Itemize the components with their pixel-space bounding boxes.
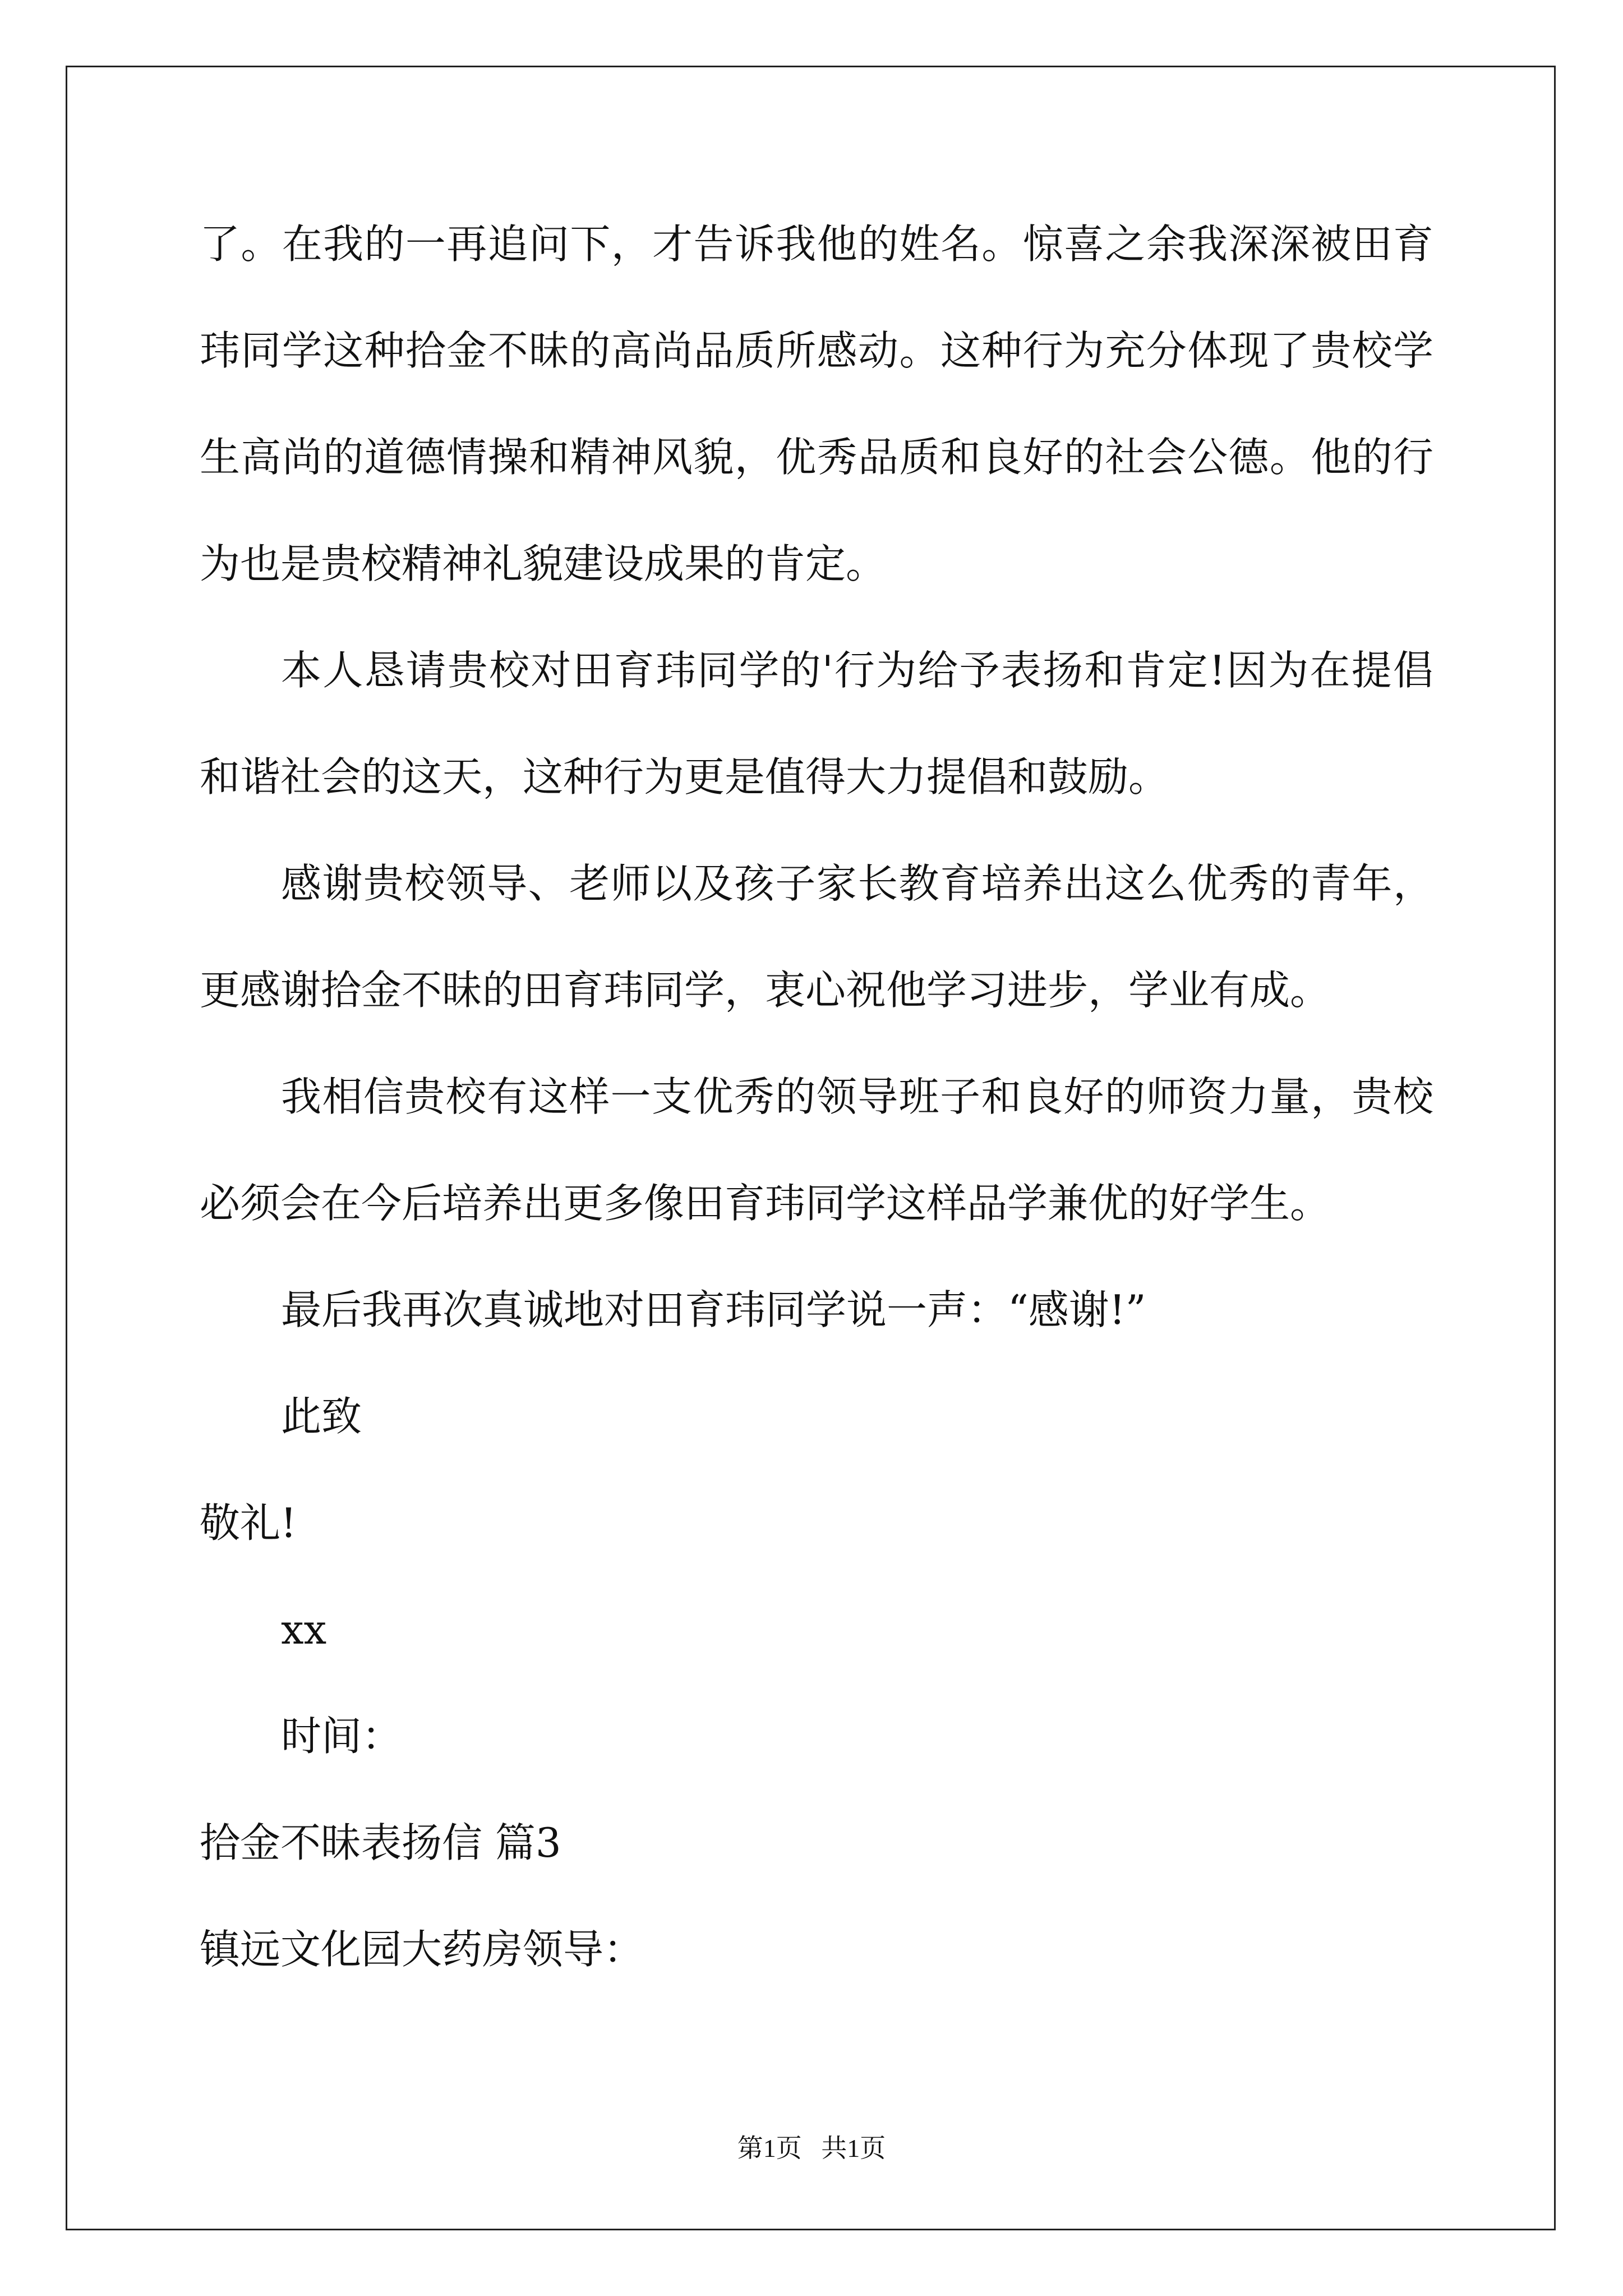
- paragraph-line: 感谢贵校领导、老师以及孩子家长教育培养出这么优秀的青年，: [281, 860, 1433, 907]
- closing-regards: 敬礼!: [200, 1499, 297, 1547]
- text-line: 了。在我的一再追问下，才告诉我他的姓名。惊喜之余我深深被田育: [200, 220, 1433, 268]
- page-number-footer: 第1页 共1页: [737, 2134, 886, 2162]
- signature-date: 时间：: [281, 1713, 403, 1760]
- text-line: 必须会在今后培养出更多像田育玮同学这样品学兼优的好学生。: [200, 1180, 1331, 1227]
- text-line: 生高尚的道德情操和精神风貌，优秀品质和良好的社会公德。他的行: [200, 434, 1433, 481]
- text-line: 玮同学这种拾金不昧的高尚品质所感动。这种行为充分体现了贵校学: [200, 327, 1433, 374]
- text-line: 和谐社会的这天，这种行为更是值得大力提倡和鼓励。: [200, 753, 1169, 800]
- document-body: [200, 210, 1433, 2022]
- paragraph-line: 我相信贵校有这样一支优秀的领导班子和良好的师资力量，贵校: [281, 1073, 1433, 1120]
- signature-name: xx: [281, 1606, 327, 1653]
- paragraph-line: 最后我再次真诚地对田育玮同学说一声：“感谢!”: [281, 1286, 1146, 1333]
- section-heading: 拾金不昧表扬信 篇3: [200, 1819, 561, 1866]
- closing-salutation: 此致: [281, 1393, 362, 1440]
- text-line: 为也是贵校精神礼貌建设成果的肯定。: [200, 540, 887, 587]
- letter-addressee: 镇远文化园大药房领导：: [200, 1926, 644, 1973]
- paragraph-line: 本人恳请贵校对田育玮同学的'行为给予表扬和肯定!因为在提倡: [281, 647, 1433, 694]
- text-line: 更感谢拾金不昧的田育玮同学，衷心祝他学习进步，学业有成。: [200, 967, 1331, 1014]
